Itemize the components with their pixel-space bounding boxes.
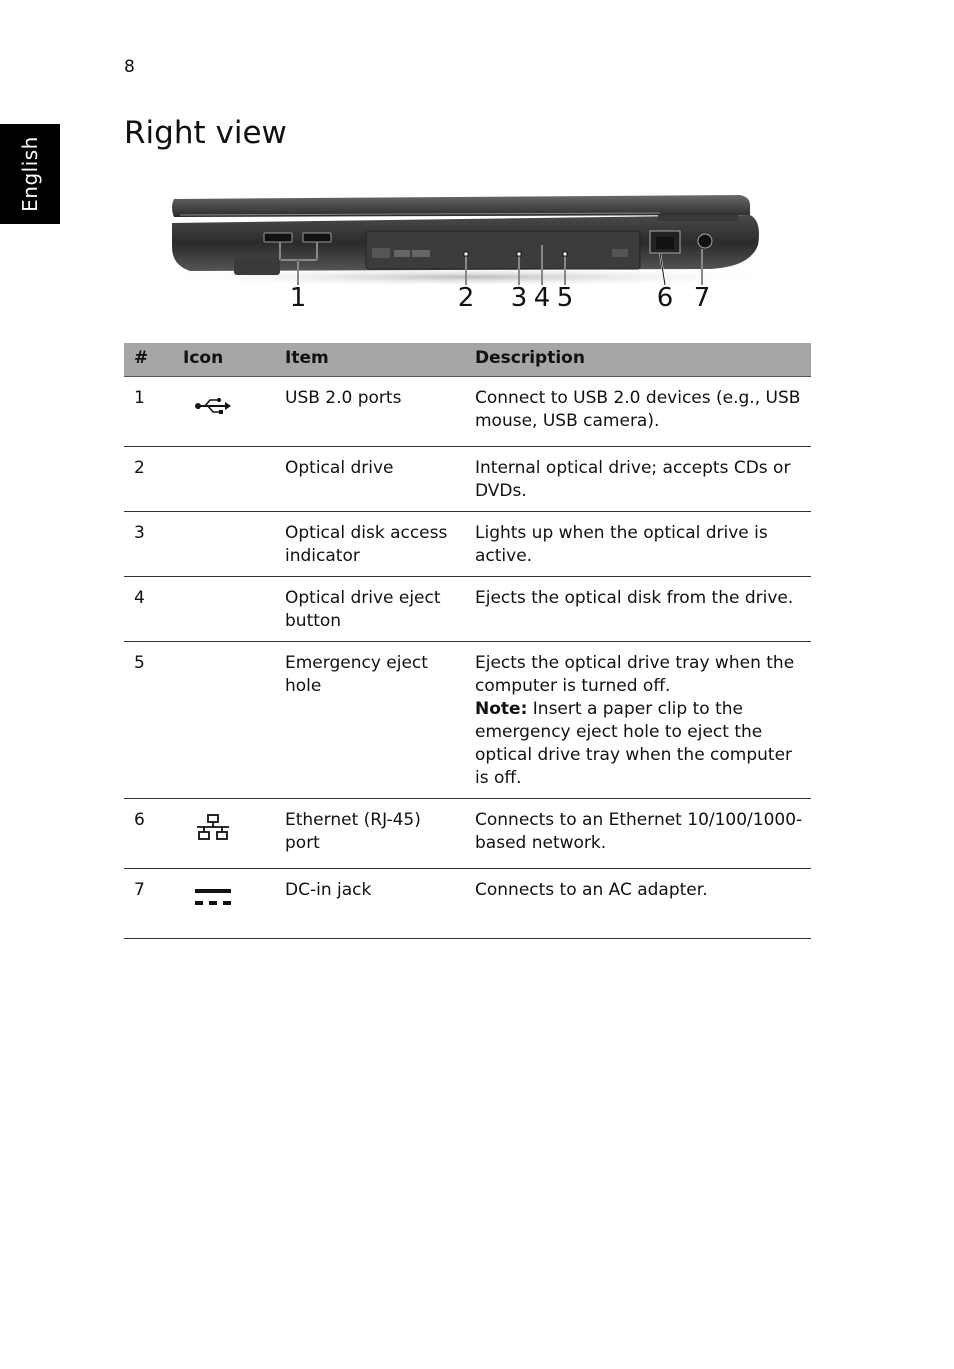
- laptop-illustration: [150, 185, 790, 285]
- header-num: #: [124, 343, 173, 377]
- table-row: [124, 642, 811, 799]
- page-number: 8: [124, 57, 135, 77]
- table-row: [124, 377, 811, 447]
- row-item: Optical drive eject button: [275, 577, 465, 642]
- row-note: [475, 698, 803, 790]
- dc-in-icon: [183, 879, 243, 917]
- row-description: Connect to USB 2.0 devices (e.g., USB mouse, USB camera).: [465, 377, 811, 447]
- callout-5: 5: [556, 283, 574, 313]
- row-description: Internal optical drive; accepts CDs or DVDs.: [465, 447, 811, 512]
- laptop-right-view-figure: [150, 185, 790, 320]
- row-description: Ejects the optical disk from the drive.: [465, 577, 811, 642]
- usb-icon: [183, 387, 243, 425]
- language-tab: [0, 124, 60, 224]
- note-text: Insert a paper clip to the emergency eject hole to eject the optical drive tray when the computer is off.: [475, 699, 793, 788]
- table-row: [124, 799, 811, 869]
- table-row: [124, 447, 811, 512]
- row-description: Connects to an AC adapter.: [465, 869, 811, 939]
- row-num: 5: [124, 642, 173, 799]
- table-row: [124, 577, 811, 642]
- row-item: Emergency eject hole: [275, 642, 465, 799]
- callout-6: 6: [656, 283, 674, 313]
- ports-table: [124, 343, 811, 939]
- ethernet-icon: [183, 809, 243, 847]
- callout-4: 4: [533, 283, 551, 313]
- row-description: Lights up when the optical drive is active.: [465, 512, 811, 577]
- row-item: Ethernet (RJ-45) port: [275, 799, 465, 869]
- row-num: 3: [124, 512, 173, 577]
- callout-3: 3: [510, 283, 528, 313]
- row-num: 1: [124, 377, 173, 447]
- header-description: Description: [465, 343, 811, 377]
- table-row: [124, 869, 811, 939]
- note-label: Note:: [475, 699, 528, 719]
- row-item: Optical disk access indicator: [275, 512, 465, 577]
- row-description: Connects to an Ethernet 10/100/1000-based network.: [465, 799, 811, 869]
- row-item: DC-in jack: [275, 869, 465, 939]
- language-tab-label: English: [18, 136, 42, 212]
- row-num: 4: [124, 577, 173, 642]
- header-item: Item: [275, 343, 465, 377]
- row-num: 6: [124, 799, 173, 869]
- row-item: USB 2.0 ports: [275, 377, 465, 447]
- row-num: 7: [124, 869, 173, 939]
- row-num: 2: [124, 447, 173, 512]
- callout-2: 2: [457, 283, 475, 313]
- table-header-row: [124, 343, 811, 377]
- callout-1: 1: [289, 283, 307, 313]
- page-title: Right view: [124, 115, 287, 151]
- row-item: Optical drive: [275, 447, 465, 512]
- table-row: [124, 512, 811, 577]
- row-description: Ejects the optical drive tray when the computer is turned off.: [475, 653, 795, 696]
- header-icon: Icon: [173, 343, 275, 377]
- callout-7: 7: [693, 283, 711, 313]
